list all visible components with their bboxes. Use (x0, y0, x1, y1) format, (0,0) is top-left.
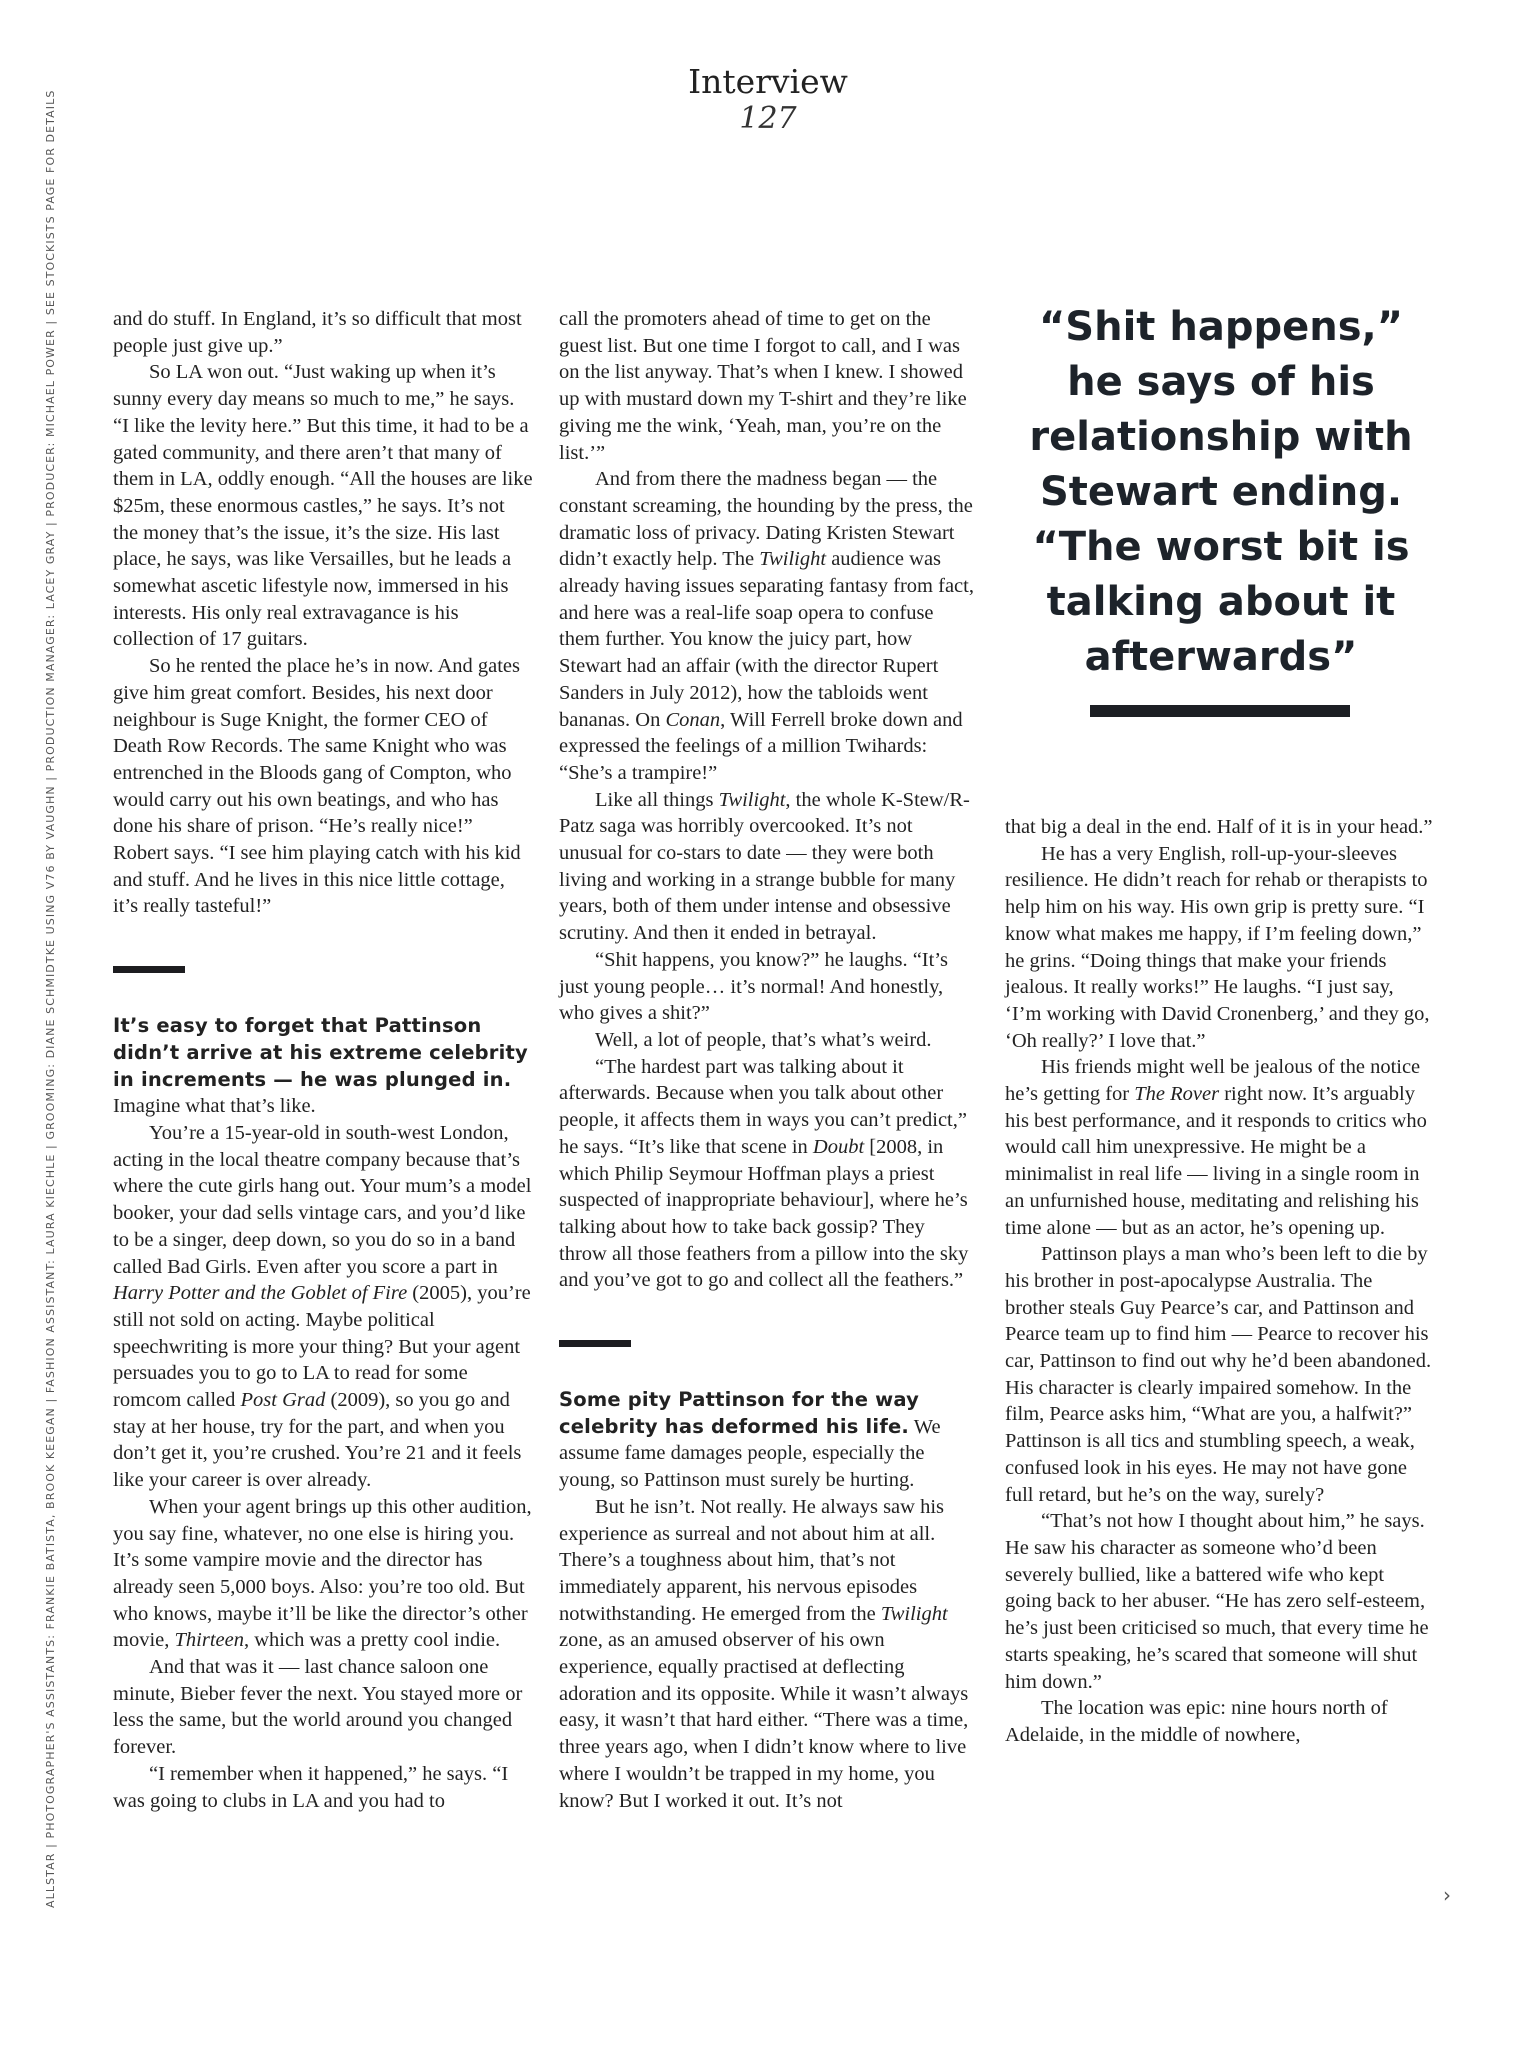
page-number: 127 (739, 101, 797, 136)
film-title: Twilight (718, 788, 786, 811)
paragraph: call the promoters ahead of time to get on the guest list. But one time I forgot to call, and I was on the list anyway. That’s when I knew. I showed up with mustard down my T-shirt and they’re like giving me the wink, ‘Yeah, man, you’re on the list.’” (559, 308, 967, 464)
article-column-2 (559, 306, 977, 1814)
paragraph: Some pity Pattinson for the way celebrity has deformed his life. We assume fame damages people, especially the young, so Pattinson must surely be hurting. (559, 1388, 941, 1492)
article-column-1 (113, 306, 533, 1814)
pull-quote: “Shit happens,” he says of his relationship with Stewart ending. “The worst bit is talking about it afterwards” (1029, 304, 1413, 680)
paragraph: When your agent brings up this other audition, you say fine, whatever, no one else is hiring you. It’s some vampire movie and the director has already seen 5,000 boys. Also: you’re too old. But who knows, maybe it’ll be like the director’s other movie, Thirteen, which was a pretty cool indie. (113, 1495, 532, 1652)
section-title: Interview (688, 62, 848, 101)
film-title: Post Grad (240, 1389, 326, 1412)
section-lead: Some pity Pattinson for the way celebrity has deformed his life. (559, 1388, 920, 1438)
section-divider (559, 1340, 631, 1347)
pull-quote-rule (1090, 705, 1350, 717)
film-title: Doubt (812, 1135, 865, 1158)
section-divider (113, 966, 185, 973)
paragraph: “The hardest part was talking about it afterwards. Because when you talk about other people, it affects them in ways you can’t predict,” he says. “It’s like that scene in Doubt [2008, in which Philip Seymour Hoffman plays a priest suspected of inappropriate behaviour], where he’s talking about how to take back gossip? They throw all those feathers from a pillow into the sky and you’ve got to go and collect all the feathers.” (559, 1055, 969, 1292)
paragraph: The location was epic: nine hours north of Adelaide, in the middle of nowhere, (1005, 1697, 1388, 1746)
paragraph: that big a deal in the end. Half of it is in your head.” (1005, 816, 1433, 838)
next-page-chevron-icon[interactable]: › (1443, 1883, 1451, 1907)
paragraph: “Shit happens, you know?” he laughs. “It’s just young people… it’s normal! And honestly, who gives a shit?” (559, 948, 948, 1025)
paragraph: “That’s not how I thought about him,” he says. He saw his character as someone who’d been severely bullied, like a battered wife who kept going back to her abuser. “He has zero self-esteem, he’s just been criticised so much, that every time he starts speaking, he’s scared that someone will shut him down.” (1005, 1510, 1429, 1693)
paragraph: His friends might well be jealous of the notice he’s getting for The Rover right now. It’s arguably his best performance, and it responds to critics who would call him unexpressive. He might be a minimalist in real life — living in a single room in an unfurnished house, meditating and relishing his time alone — but as an actor, he’s opening up. (1005, 1056, 1427, 1239)
article-column-3 (1005, 814, 1435, 1749)
paragraph: “I remember when it happened,” he says. “I was going to clubs in LA and you had to (113, 1762, 509, 1812)
paragraph: Like all things Twilight, the whole K-Stew/R-Patz saga was horribly overcooked. It’s not unusual for co-stars to date — they were both living and working in a strange bubble for many years, both of them under intense and obsessive scrutiny. And then it ended in betrayal. (559, 788, 970, 945)
paragraph: Pattinson plays a man who’s been left to die by his brother in post-apocalypse Australia. The brother steals Guy Pearce’s car, and Pattinson and Pearce team up to find him — Pearce to recover his car, Pattinson to find out why he’d been abandoned. His character is clearly impaired somehow. In the film, Pearce asks him, “What are you, a halfwit?” Pattinson is all tics and stumbling speech, a weak, confused look in his eyes. He may not have gone full retard, but he’s on the way, surely? (1005, 1243, 1432, 1506)
paragraph: So LA won out. “Just waking up when it’s sunny every day means so much to me,” he says. “I like the levity here.” But this time, it had to be a gated community, and there aren’t that many of them in LA, oddly enough. “All the houses are like $25m, these enormous castles,” he says. It’s not the money that’s the issue, it’s the size. His last place, he says, was like Versailles, but he leads a somewhat ascetic lifestyle now, immersed in his interests. His only real extravagance is his collection of 17 guitars. (113, 361, 533, 651)
paragraph: He has a very English, roll-up-your-sleeves resilience. He didn’t reach for rehab or therapists to help him on his way. His own grip is pretty sure. “I know what makes me happy, if I’m feeling down,” he grins. “Doing things that make your friends jealous. It really works!” He laughs. “I just say, ‘I’m working with David Cronenberg,’ and they go, ‘Oh really?’ I love that.” (1005, 842, 1430, 1052)
film-title: Twilight (759, 548, 827, 571)
film-title: Harry Potter and the Goblet of Fire (113, 1282, 408, 1305)
paragraph: But he isn’t. Not really. He always saw his experience as surreal and not about him at all. There’s a toughness about him, that’s not immediately apparent, his nervous episodes notwithstanding. He emerged from the Twilight zone, as an amused observer of his own experience, equally practised at deflecting adoration and its opposite. While it wasn’t always easy, it wasn’t that hard either. “There was a time, three years ago, when I didn’t know where to live where I wouldn’t be trapped in my home, you know? But I worked it out. It’s not (559, 1495, 969, 1812)
section-lead: It’s easy to forget that Pattinson didn’t arrive at his extreme celebrity in increments — he was plunged in. (113, 1014, 528, 1091)
film-title: Twilight (880, 1602, 948, 1625)
photo-credits: ALLSTAR | PHOTOGRAPHER'S ASSISTANTS: FRANKIE BATISTA, BROOK KEEGAN | FASHION ASSISTANT: LAURA KIECHLE | GROOMING: DIANE SCHMIDTKE USING V76 BY VAUGHN | PRODUCTION MANAGER: LACEY GRAY | PRODUCER: MICHAEL POWER | SEE STOCKISTS PAGE FOR DETAILS (44, 89, 57, 1908)
paragraph: You’re a 15-year-old in south-west London, acting in the local theatre company because that’s where the cute girls hang out. Your mum’s a model booker, your dad sells vintage cars, and you’d like to be a singer, deep down, so you do so in a band called Bad Girls. Even after you score a part in Harry Potter and the Goblet of Fire (2005), you’re still not sold on acting. Maybe political speechwriting is more your thing? But your agent persuades you to go to LA to read for some romcom called Post Grad (2009), so you go and stay at her house, try for the part, and when you don’t get it, you’re crushed. You’re 21 and it feels like your career is over already. (113, 1121, 532, 1492)
paragraph: and do stuff. In England, it’s so difficult that most people just give up.” (113, 308, 522, 357)
paragraph: Imagine what that’s like. (113, 1095, 316, 1118)
film-title: The Rover (1134, 1083, 1220, 1106)
paragraph: And that was it — last chance saloon one minute, Bieber fever the next. You stayed more or less the same, but the world around you changed forever. (113, 1656, 523, 1759)
show-title: Conan (665, 708, 721, 731)
paragraph: Well, a lot of people, that’s what’s weird. (595, 1028, 932, 1051)
paragraph: So he rented the place he’s in now. And gates give him great comfort. Besides, his next door neighbour is Suge Knight, the former CEO of Death Row Records. The same Knight who was entrenched in the Bloods gang of Compton, who would carry out his own beatings, and who has done his share of prison. “He’s really nice!” Robert says. “I see him playing catch with his kid and stuff. And he lives in this nice little cottage, it’s really tasteful!” (113, 655, 521, 918)
paragraph: And from there the madness began — the constant screaming, the hounding by the press, the dramatic loss of privacy. Dating Kristen Stewart didn’t exactly help. The Twilight audience was already having issues separating fantasy from fact, and here was a real-life soap opera to confuse them further. You know the juicy part, how Stewart had an affair (with the director Rupert Sanders in July 2012), how the tabloids went bananas. On Conan, Will Ferrell broke down and expressed the feelings of a million Twihards: “She’s a trampire!” (559, 468, 974, 784)
film-title: Thirteen (174, 1629, 244, 1652)
page-header (0, 62, 1536, 136)
